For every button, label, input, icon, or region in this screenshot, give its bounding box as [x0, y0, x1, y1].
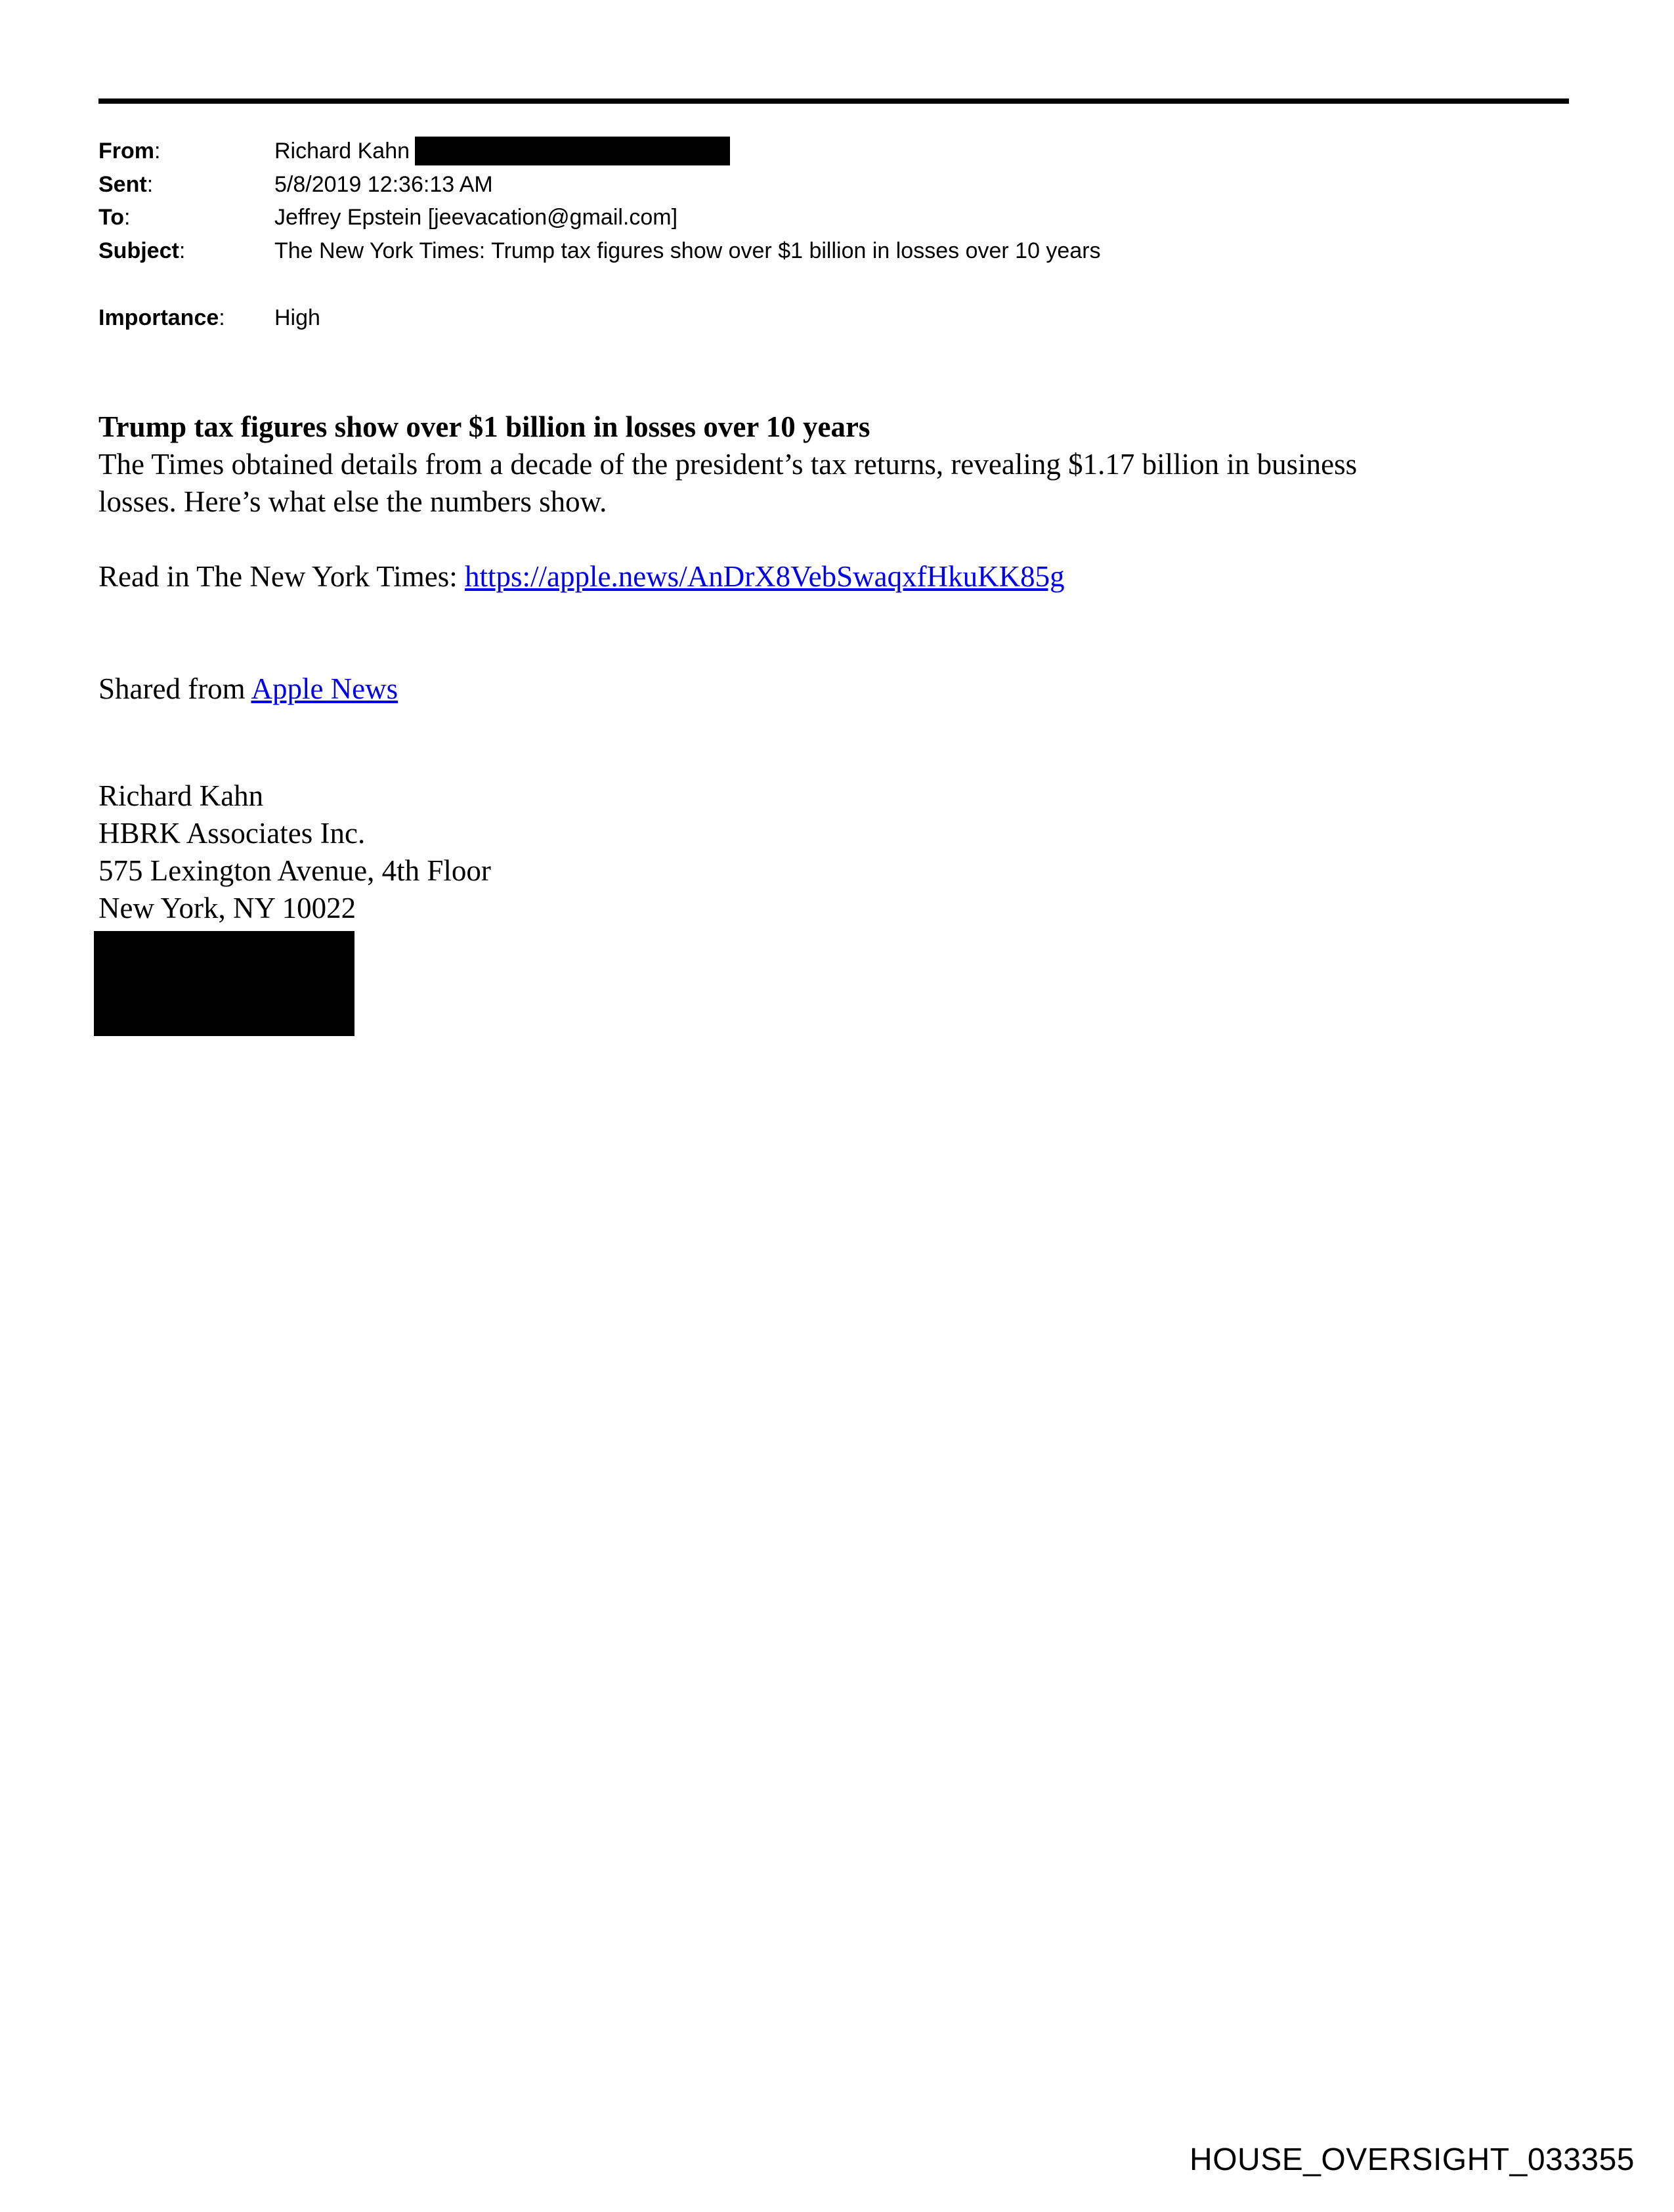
sent-label: Sent: [98, 171, 147, 197]
from-label: From: [98, 139, 154, 163]
article-headline: Trump tax figures show over $1 billion in losses over 10 years: [98, 410, 870, 443]
email-body: [98, 408, 1569, 927]
shared-from-line: [98, 670, 1569, 708]
article-summary-line-1: The Times obtained details from a decade of the president’s tax returns, revealing $1.17 billion in business: [98, 448, 1358, 481]
redaction-block: [94, 931, 354, 1036]
header-subject-row: Subject: The New York Times: Trump tax figures show over $1 billion in losses over 10 years: [98, 234, 1569, 268]
redaction-bar: [415, 137, 730, 165]
subject-label: Subject: [98, 238, 179, 263]
signature-address-1: 575 Lexington Avenue, 4th Floor: [98, 854, 491, 887]
header-importance-row: Importance: High: [98, 301, 1569, 335]
subject-value: The New York Times: Trump tax figures show over $1 billion in losses over 10 years: [274, 238, 1101, 263]
importance-label: Importance: [98, 305, 219, 330]
header-to-row: To: Jeffrey Epstein [jeevacation@gmail.com]: [98, 201, 1569, 234]
top-divider: [98, 98, 1569, 104]
importance-value: High: [274, 305, 320, 330]
to-label: To: [98, 205, 125, 230]
read-in-line: [98, 558, 1569, 596]
to-value: Jeffrey Epstein [jeevacation@gmail.com]: [274, 205, 678, 230]
signature-company: HBRK Associates Inc.: [98, 817, 366, 850]
email-header: [98, 135, 1569, 335]
signature-address-2: New York, NY 10022: [98, 892, 356, 924]
signature-name: Richard Kahn: [98, 779, 264, 812]
bates-number: HOUSE_OVERSIGHT_033355: [1190, 2142, 1635, 2177]
shared-from-prefix: Shared from: [98, 672, 251, 705]
header-sent-row: Sent: 5/8/2019 12:36:13 AM: [98, 168, 1569, 202]
apple-news-link[interactable]: Apple News: [251, 672, 398, 705]
from-value: Richard Kahn: [274, 139, 410, 163]
read-in-prefix: Read in The New York Times:: [98, 560, 465, 593]
article-summary-line-2: losses. Here’s what else the numbers show.: [98, 485, 607, 518]
article-link[interactable]: https://apple.news/AnDrX8VebSwaqxfHkuKK85g: [464, 560, 1065, 593]
sent-value: 5/8/2019 12:36:13 AM: [274, 171, 493, 197]
header-from-row: From: Richard Kahn: [98, 135, 1569, 168]
